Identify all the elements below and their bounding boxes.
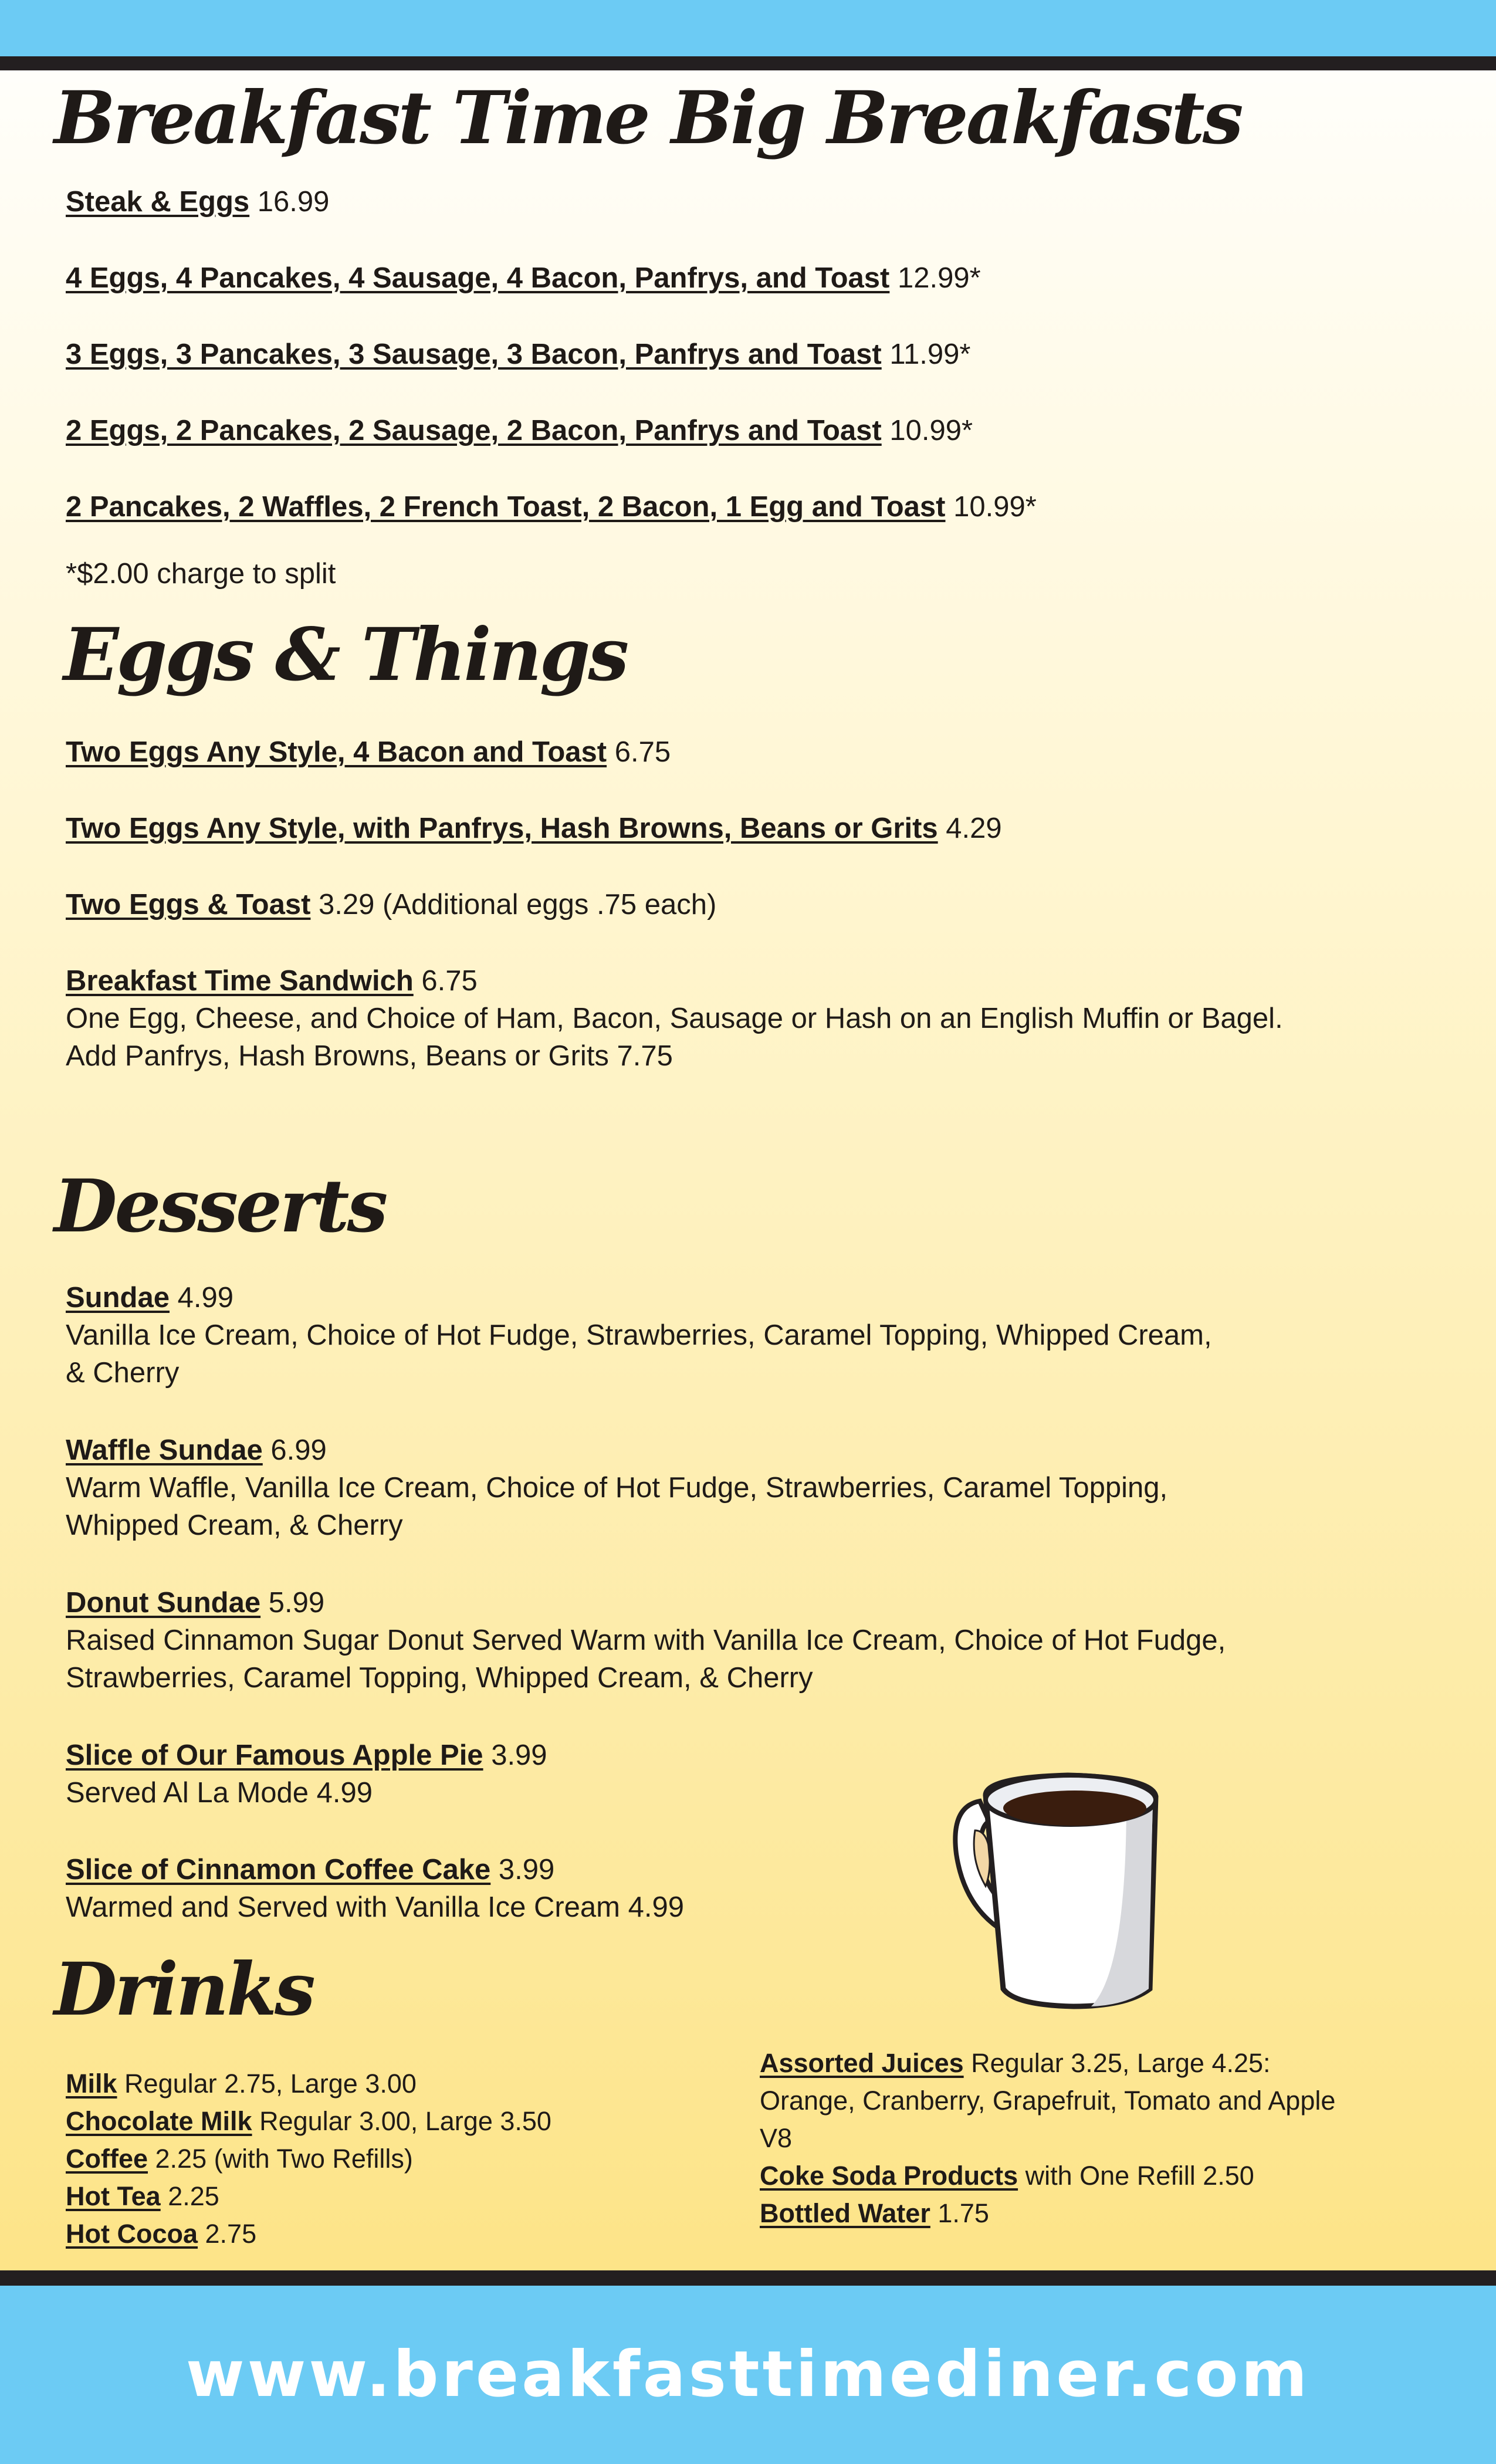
item-price: 3.99: [491, 1739, 547, 1771]
item-price: 3.99: [498, 1854, 555, 1886]
item-name: Sundae: [66, 1282, 170, 1314]
top-divider: [0, 56, 1496, 70]
drink-name: Chocolate Milk: [66, 2106, 252, 2136]
menu-item: [66, 1279, 1212, 1392]
drink-detail: 1.75: [937, 2198, 989, 2228]
drink-detail: Regular 3.00, Large 3.50: [259, 2106, 551, 2136]
bottom-divider: [0, 2270, 1496, 2286]
drink-detail: 2.75: [205, 2219, 257, 2249]
drink-item: [66, 2140, 740, 2178]
menu-item: [66, 1431, 1167, 1544]
item-name: Breakfast Time Sandwich: [66, 965, 414, 997]
drink-detail: 2.25 (with Two Refills): [155, 2144, 413, 2174]
menu-item: [66, 733, 671, 771]
drink-name: Coke Soda Products: [760, 2161, 1018, 2191]
menu-item: [66, 336, 970, 373]
drink-item: [66, 2103, 740, 2140]
item-price: 10.99*: [953, 491, 1037, 523]
item-price: 5.99: [268, 1587, 325, 1619]
item-price: 4.29: [946, 813, 1002, 844]
drink-item: [66, 2178, 740, 2215]
item-name: 2 Pancakes, 2 Waffles, 2 French Toast, 2 Bacon, 1 Egg and Toast: [66, 491, 946, 523]
drinks-right-column: [760, 2045, 1346, 2232]
item-description: Warm Waffle, Vanilla Ice Cream, Choice of Hot Fudge, Strawberries, Caramel Topping,: [66, 1472, 1168, 1504]
menu-item: [66, 810, 1002, 847]
item-name: Slice of Our Famous Apple Pie: [66, 1739, 483, 1771]
item-price: 6.75: [614, 736, 671, 768]
coffee-surface: [1003, 1791, 1146, 1826]
item-price: 6.75: [421, 965, 478, 997]
item-name: Two Eggs Any Style, 4 Bacon and Toast: [66, 736, 607, 768]
coffee-mug-icon: [950, 1760, 1185, 2018]
drink-item: [760, 2157, 1346, 2195]
item-price: 6.99: [270, 1434, 327, 1466]
menu-item: [66, 962, 1283, 1075]
drink-detail: Regular 3.25, Large 4.25: Orange, Cranberry, Grapefruit, Tomato and Apple V8: [760, 2048, 1336, 2153]
big-breakfasts-title: Breakfast Time Big Breakfasts: [54, 76, 1241, 161]
item-name: Steak & Eggs: [66, 186, 250, 218]
drink-item: [760, 2195, 1346, 2232]
drink-item: [66, 2065, 740, 2103]
desserts-title: Desserts: [54, 1164, 386, 1249]
drink-item: [66, 2215, 740, 2253]
item-description: & Cherry: [66, 1357, 180, 1389]
item-description: Add Panfrys, Hash Browns, Beans or Grits 7.75: [66, 1040, 673, 1072]
drink-name: Hot Tea: [66, 2181, 161, 2211]
item-price: 11.99*: [889, 339, 971, 370]
drink-name: Assorted Juices: [760, 2048, 964, 2078]
drink-detail: Regular 2.75, Large 3.00: [124, 2069, 417, 2099]
item-price: 10.99*: [889, 415, 973, 446]
item-description: Whipped Cream, & Cherry: [66, 1509, 403, 1541]
menu-item: [66, 886, 716, 923]
item-price: 12.99*: [897, 262, 981, 294]
item-description: Strawberries, Caramel Topping, Whipped Cream, & Cherry: [66, 1662, 813, 1694]
item-name: 4 Eggs, 4 Pancakes, 4 Sausage, 4 Bacon, Panfrys, and Toast: [66, 262, 890, 294]
drink-name: Hot Cocoa: [66, 2219, 198, 2249]
item-name: Two Eggs Any Style, with Panfrys, Hash Browns, Beans or Grits: [66, 813, 938, 844]
item-description: Raised Cinnamon Sugar Donut Served Warm with Vanilla Ice Cream, Choice of Hot Fudge,: [66, 1624, 1226, 1656]
item-description: Served Al La Mode 4.99: [66, 1777, 373, 1809]
item-price: 3.29 (Additional eggs .75 each): [319, 889, 717, 920]
item-name: 2 Eggs, 2 Pancakes, 2 Sausage, 2 Bacon, Panfrys and Toast: [66, 415, 882, 446]
menu-item: [66, 1737, 547, 1812]
drink-name: Bottled Water: [760, 2198, 930, 2228]
menu-item: [66, 1851, 684, 1926]
item-name: Waffle Sundae: [66, 1434, 263, 1466]
drink-detail: with One Refill 2.50: [1025, 2161, 1254, 2191]
eggs-things-title: Eggs & Things: [63, 612, 627, 698]
split-charge-note: *$2.00 charge to split: [66, 558, 336, 590]
drinks-title: Drinks: [54, 1947, 313, 2032]
top-color-band: [0, 0, 1496, 56]
item-price: 4.99: [177, 1282, 233, 1314]
menu-item: [66, 1584, 1226, 1697]
item-name: Two Eggs & Toast: [66, 889, 311, 920]
drink-name: Coffee: [66, 2144, 148, 2174]
drink-detail: 2.25: [168, 2181, 219, 2211]
item-description: One Egg, Cheese, and Choice of Ham, Bacon, Sausage or Hash on an English Muffin or Bagel.: [66, 1003, 1283, 1034]
item-name: Donut Sundae: [66, 1587, 261, 1619]
item-description: Vanilla Ice Cream, Choice of Hot Fudge, Strawberries, Caramel Topping, Whipped Cream,: [66, 1319, 1212, 1351]
item-name: 3 Eggs, 3 Pancakes, 3 Sausage, 3 Bacon, Panfrys and Toast: [66, 339, 882, 370]
item-name: Slice of Cinnamon Coffee Cake: [66, 1854, 491, 1886]
menu-item: [66, 183, 329, 221]
drink-item: [760, 2045, 1346, 2157]
menu-item: [66, 488, 1037, 526]
drinks-left-column: [66, 2065, 740, 2253]
menu-item: [66, 259, 981, 297]
item-description: Warmed and Served with Vanilla Ice Cream 4.99: [66, 1891, 684, 1923]
menu-item: [66, 412, 973, 449]
item-price: 16.99: [257, 186, 330, 218]
website-link[interactable]: www.breakfasttimediner.com: [185, 2338, 1311, 2411]
drink-name: Milk: [66, 2069, 117, 2099]
